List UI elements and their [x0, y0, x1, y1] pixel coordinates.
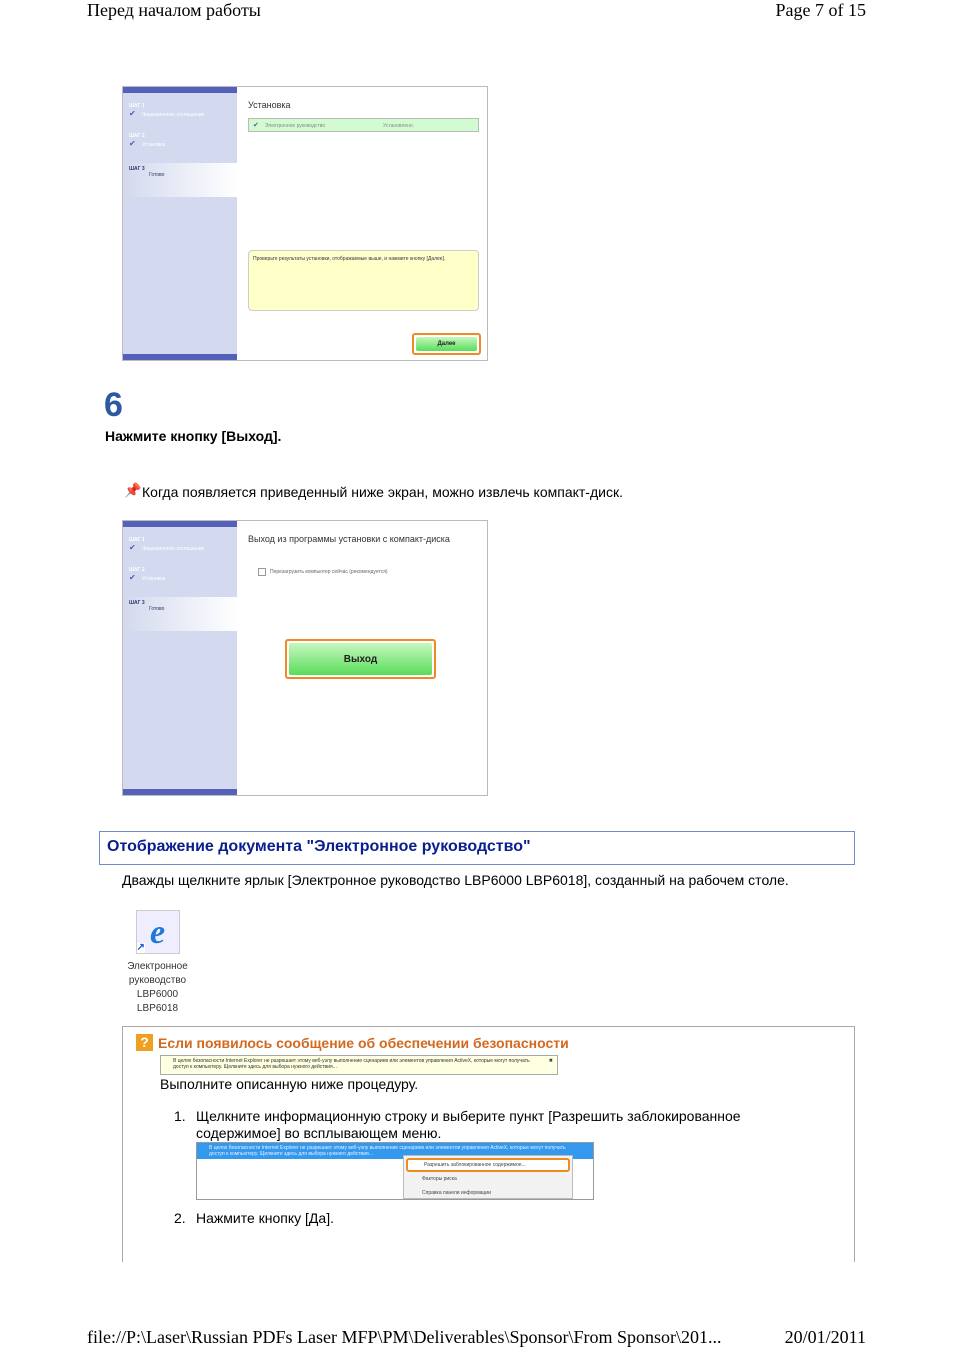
- note-pin-icon: 📌: [124, 482, 142, 498]
- check-icon: ✔: [129, 139, 136, 148]
- exit-title: Выход из программы установки с компакт-диска: [248, 534, 450, 544]
- ie-shortcut-icon: e ↗: [136, 910, 180, 954]
- security-title: Если появилось сообщение об обеспечении безопасности: [158, 1035, 569, 1051]
- step-number: 6: [104, 386, 123, 424]
- page-header-title: Перед началом работы: [87, 0, 261, 20]
- ie-infobar[interactable]: В целях безопасности Internet Explorer не разрешает этому веб-узлу выполнение сценариев или элементов управления ActiveX, которые могут получать доступ к компьютеру. Щелкните здесь для выбора нужного действия... ✖: [160, 1055, 558, 1075]
- check-icon: ✔: [129, 573, 136, 582]
- footer-path: file://P:\Laser\Russian PDFs Laser MFP\PM\Deliverables\Sponsor\From Sponsor\201...: [87, 1327, 722, 1347]
- desktop-shortcut[interactable]: e ↗ Электронное руководство LBP6000 LBP6018: [120, 910, 195, 1016]
- security-step-2: Нажмите кнопку [Да].: [196, 1210, 334, 1226]
- install-row: ✔ Электронное руководство Установлено.: [248, 118, 479, 132]
- step-instruction: Нажмите кнопку [Выход].: [105, 428, 282, 444]
- next-button[interactable]: Далее: [412, 333, 481, 355]
- infobar-menu: [403, 1155, 573, 1199]
- security-step-1: Щелкните информационную строку и выберите пункт [Разрешить заблокированное содержимое] во всплывающем меню.: [196, 1108, 741, 1141]
- installer-screenshot-install: [122, 86, 488, 361]
- check-icon: ✔: [129, 543, 136, 552]
- restart-checkbox[interactable]: Перезагрузить компьютер сейчас (рекомендуется): [258, 568, 388, 576]
- wizard-sidebar: ШАГ 1 ✔ Лицензионное соглашение ШАГ 2 ✔ Установка ШАГ 3 Готово: [123, 521, 237, 795]
- ie-infobar-screenshot: В целях безопасности Internet Explorer не разрешает этому веб-узлу выполнение сценариев или элементов управления ActiveX, которые могут получать доступ к компьютеру. Щелкните здесь для выбора нужного действия... Разрешить заблокированное содержимое... Факторы риска Справка панели информации: [196, 1142, 594, 1200]
- question-icon: ?: [136, 1034, 153, 1051]
- menu-risk[interactable]: Факторы риска: [422, 1176, 457, 1182]
- install-title: Установка: [248, 100, 291, 110]
- section-text: Дважды щелкните ярлык [Электронное руководство LBP6000 LBP6018], созданный на рабочем столе.: [122, 872, 789, 888]
- menu-help[interactable]: Справка панели информации: [422, 1190, 491, 1196]
- menu-allow-blocked[interactable]: Разрешить заблокированное содержимое...: [406, 1158, 570, 1172]
- security-intro: Выполните описанную ниже процедуру.: [160, 1076, 419, 1092]
- installer-screenshot-exit: [122, 520, 488, 796]
- page-number: Page 7 of 15: [775, 0, 866, 20]
- note-text: Когда появляется приведенный ниже экран, можно извлечь компакт-диск.: [142, 484, 623, 500]
- wizard-sidebar: ШАГ 1 ✔ Лицензионное соглашение ШАГ 2 ✔ Установка ШАГ 3 Готово: [123, 87, 237, 360]
- install-message: Проверьте результаты установки, отображаемые выше, и нажмите кнопку [Далее].: [248, 250, 479, 311]
- check-icon: ✔: [129, 109, 136, 118]
- footer-date: 20/01/2011: [784, 1327, 866, 1347]
- exit-button[interactable]: Выход: [285, 639, 436, 679]
- section-heading: Отображение документа "Электронное руководство": [99, 831, 855, 865]
